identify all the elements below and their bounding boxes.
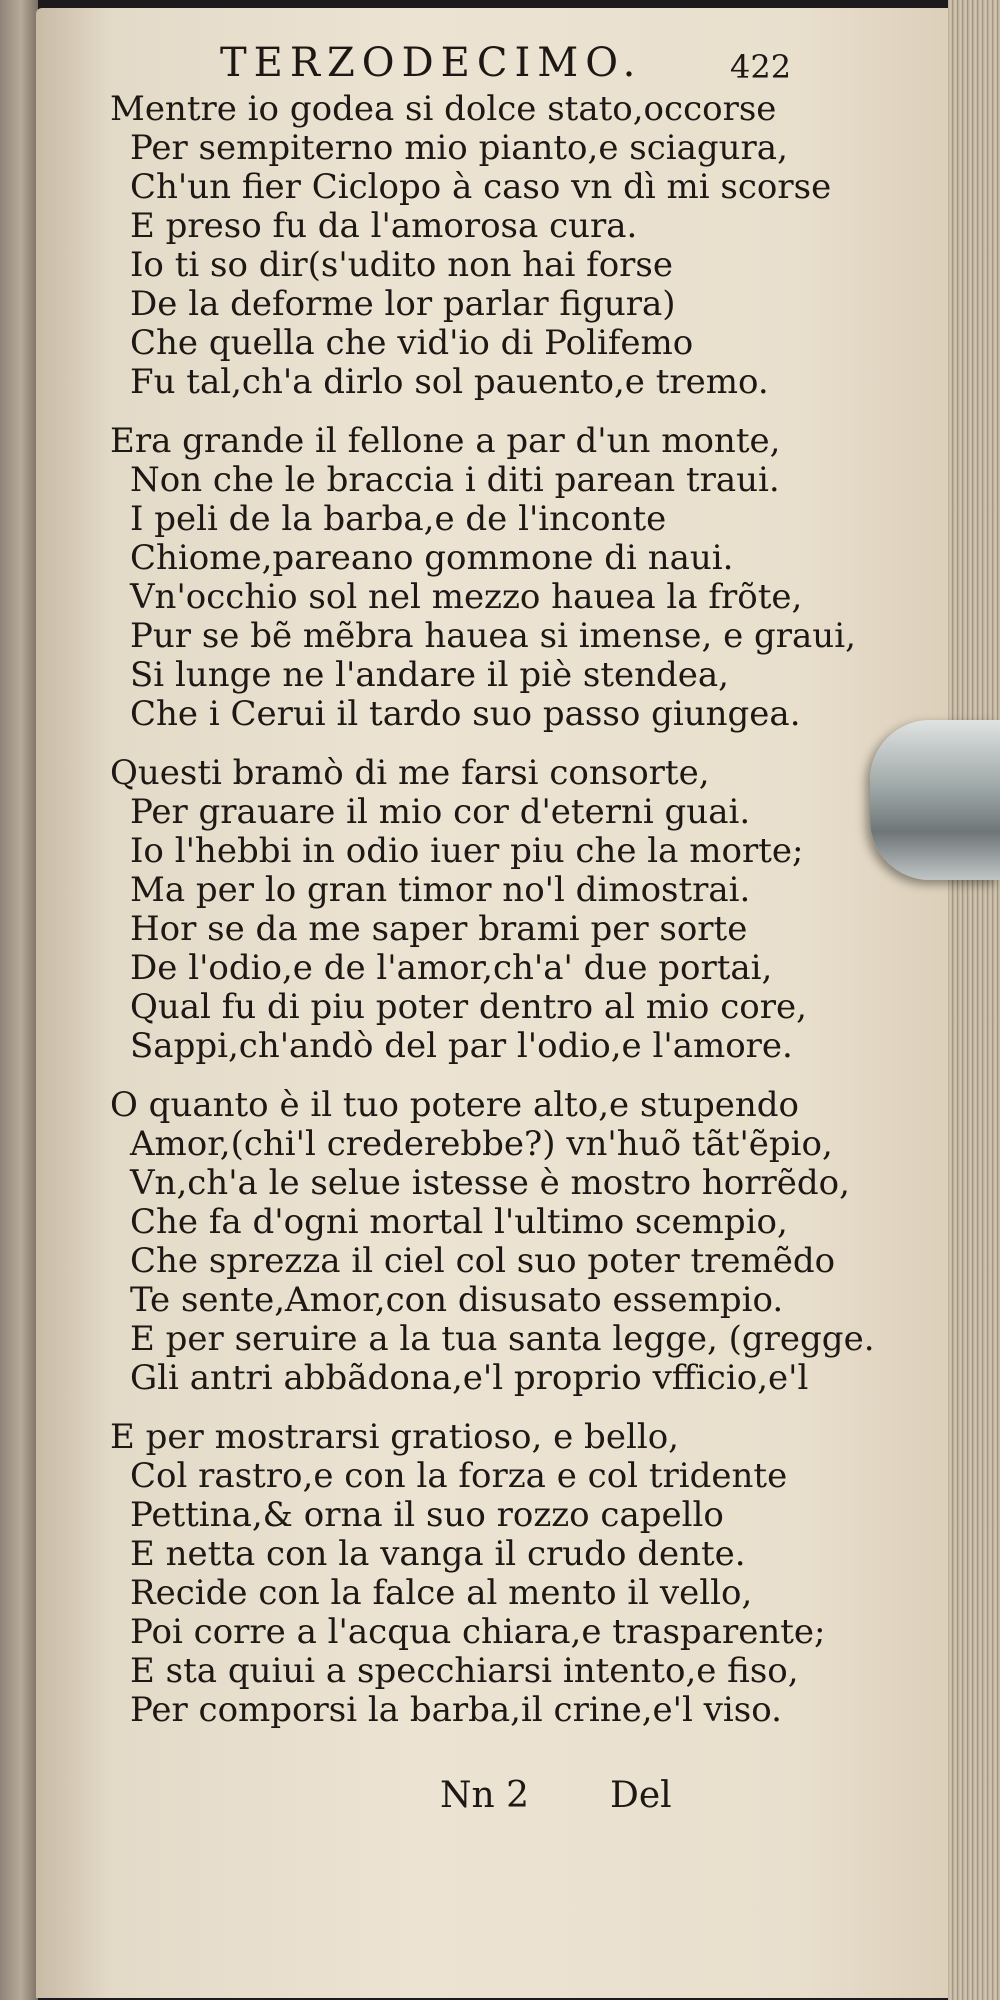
verse-line: Amor,(chi'l crederebbe?) vn'huõ tãt'ẽpio, [130, 1124, 833, 1164]
verse-line: Non che le braccia i diti parean traui. [130, 460, 780, 500]
verse-line: I peli de la barba,e de l'inconte [130, 499, 667, 539]
verse-line: Per comporsi la barba,il crine,e'l viso. [130, 1690, 782, 1730]
verse-line: De la deforme lor parlar figura) [130, 284, 676, 324]
verse-line: Gli antri abbãdona,e'l proprio vfficio,e'l [130, 1358, 809, 1398]
stanza [110, 1418, 870, 1730]
verse-line: E netta con la vanga il crudo dente. [130, 1534, 746, 1574]
verse-line: Chiome,pareano gommone di naui. [130, 538, 734, 578]
verse-line: Sappi,ch'andò del par l'odio,e l'amore. [130, 1026, 793, 1066]
verse-line: Mentre io godea si dolce stato,occorse [110, 89, 777, 129]
verse-line: De l'odio,e de l'amor,ch'a' due portai, [130, 948, 773, 988]
verse-line: Per grauare il mio cor d'eterni guai. [130, 792, 751, 832]
catchword: Del [610, 1775, 672, 1816]
verse-line: Fu tal,ch'a dirlo sol pauento,e tremo. [130, 362, 769, 402]
verse-line: Io ti so dir(s'udito non hai forse [130, 245, 674, 285]
verse-line: Recide con la falce al mento il vello, [130, 1573, 753, 1613]
verse-line: Questi bramò di me farsi consorte, [110, 753, 710, 793]
verse-line: Che quella che vid'io di Polifemo [130, 323, 694, 363]
verse-line: Vn'occhio sol nel mezzo hauea la frõte, [130, 577, 803, 617]
page-edges [948, 0, 1000, 2000]
verse-line: Si lunge ne l'andare il piè stendea, [130, 655, 729, 695]
verse-line: Io l'hebbi in odio iuer piu che la morte; [130, 831, 804, 871]
verse-line: Che sprezza il ciel col suo poter tremẽdo [130, 1241, 836, 1281]
verse-line: Poi corre a l'acqua chiara,e trasparente; [130, 1612, 826, 1652]
verse-line: Vn,ch'a le selue istesse è mostro horrẽdo, [130, 1163, 850, 1203]
verse-line: O quanto è il tuo potere alto,e stupendo [110, 1085, 800, 1125]
verse-line: E preso fu da l'amorosa cura. [130, 206, 638, 246]
verse-line: Te sente,Amor,con disusato essempio. [130, 1280, 784, 1320]
stanza [110, 90, 870, 402]
verse-line: Hor se da me saper brami per sorte [130, 909, 748, 949]
signature-mark: Nn 2 [440, 1775, 530, 1816]
verse-line: E per mostrarsi gratioso, e bello, [110, 1417, 679, 1457]
verse-line: Che fa d'ogni mortal l'ultimo scempio, [130, 1202, 788, 1242]
verse-line: Col rastro,e con la forza e col tridente [130, 1456, 788, 1496]
facing-page [0, 0, 38, 2000]
verse-line: Ch'un fier Ciclopo à caso vn dì mi scorse [130, 167, 832, 207]
verse-line: Per sempiterno mio pianto,e sciagura, [130, 128, 788, 168]
verse-line: Era grande il fellone a par d'un monte, [110, 421, 781, 461]
verse-line: Pur se bẽ mẽbra hauea si imense, e graui, [130, 616, 856, 656]
verse-line: Qual fu di piu poter dentro al mio core, [130, 987, 807, 1027]
page-content [110, 40, 875, 1750]
page-clip [870, 720, 1000, 880]
running-head: TERZODECIMO. [220, 40, 643, 86]
poem [110, 89, 875, 1730]
page-header [110, 40, 870, 90]
page-number: 422 [730, 48, 792, 86]
stanza [110, 422, 870, 734]
verse-line: Che i Cerui il tardo suo passo giungea. [130, 694, 801, 734]
verse-line: E sta quiui a specchiarsi intento,e fiso, [130, 1651, 799, 1691]
verse-line: Ma per lo gran timor no'l dimostrai. [130, 870, 751, 910]
verse-line: E per seruire a la tua santa legge, (gregge. [130, 1319, 875, 1359]
verse-line: Pettina,& orna il suo rozzo capello [130, 1495, 724, 1535]
stanza [110, 754, 870, 1066]
stanza [110, 1085, 875, 1398]
